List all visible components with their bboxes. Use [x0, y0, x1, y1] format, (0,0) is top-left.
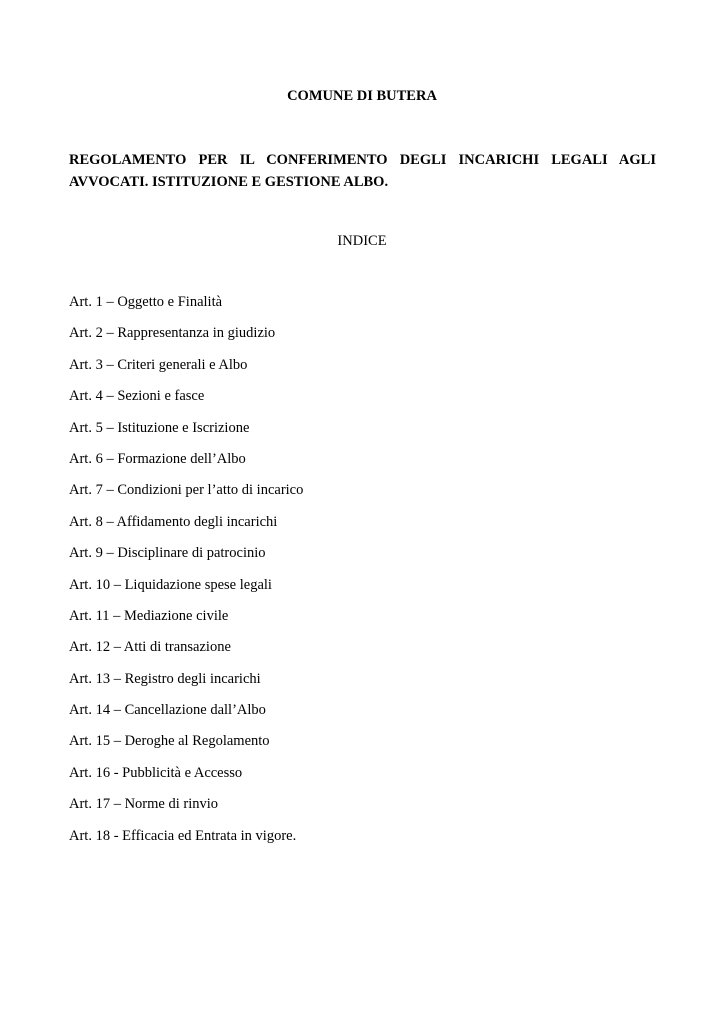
toc-item: Art. 12 – Atti di transazione [69, 639, 231, 656]
regulation-title-line-1: REGOLAMENTO PER IL CONFERIMENTO DEGLI INCARICHI LEGALI AGLI [69, 152, 656, 168]
toc-item: Art. 16 - Pubblicità e Accesso [69, 764, 243, 781]
toc-item: Art. 9 – Disciplinare di patrocinio [69, 545, 266, 562]
regulation-title-line-2: AVVOCATI. ISTITUZIONE E GESTIONE ALBO. [69, 174, 389, 190]
toc-item: Art. 13 – Registro degli incarichi [69, 670, 261, 687]
toc-item: Art. 11 – Mediazione civile [69, 607, 229, 624]
table-of-contents [69, 292, 303, 857]
toc-item: Art. 2 – Rappresentanza in giudizio [69, 325, 276, 342]
toc-item: Art. 6 – Formazione dell’Albo [69, 450, 246, 467]
toc-item: Art. 15 – Deroghe al Regolamento [69, 733, 270, 750]
toc-item: Art. 18 - Efficacia ed Entrata in vigore. [69, 827, 297, 844]
toc-item: Art. 8 – Affidamento degli incarichi [69, 513, 278, 530]
toc-item: Art. 4 – Sezioni e fasce [69, 388, 205, 405]
toc-item: Art. 14 – Cancellazione dall’Albo [69, 702, 266, 719]
index-heading: INDICE [337, 233, 387, 249]
toc-item: Art. 5 – Istituzione e Iscrizione [69, 419, 250, 436]
toc-item: Art. 17 – Norme di rinvio [69, 796, 219, 813]
regulation-title [69, 149, 656, 193]
toc-item: Art. 1 – Oggetto e Finalità [69, 294, 223, 310]
toc-item: Art. 3 – Criteri generali e Albo [69, 356, 248, 373]
toc-item: Art. 10 – Liquidazione spese legali [69, 576, 272, 593]
municipality-heading: COMUNE DI BUTERA [287, 88, 437, 104]
toc-item: Art. 7 – Condizioni per l’atto di incarico [69, 482, 304, 499]
